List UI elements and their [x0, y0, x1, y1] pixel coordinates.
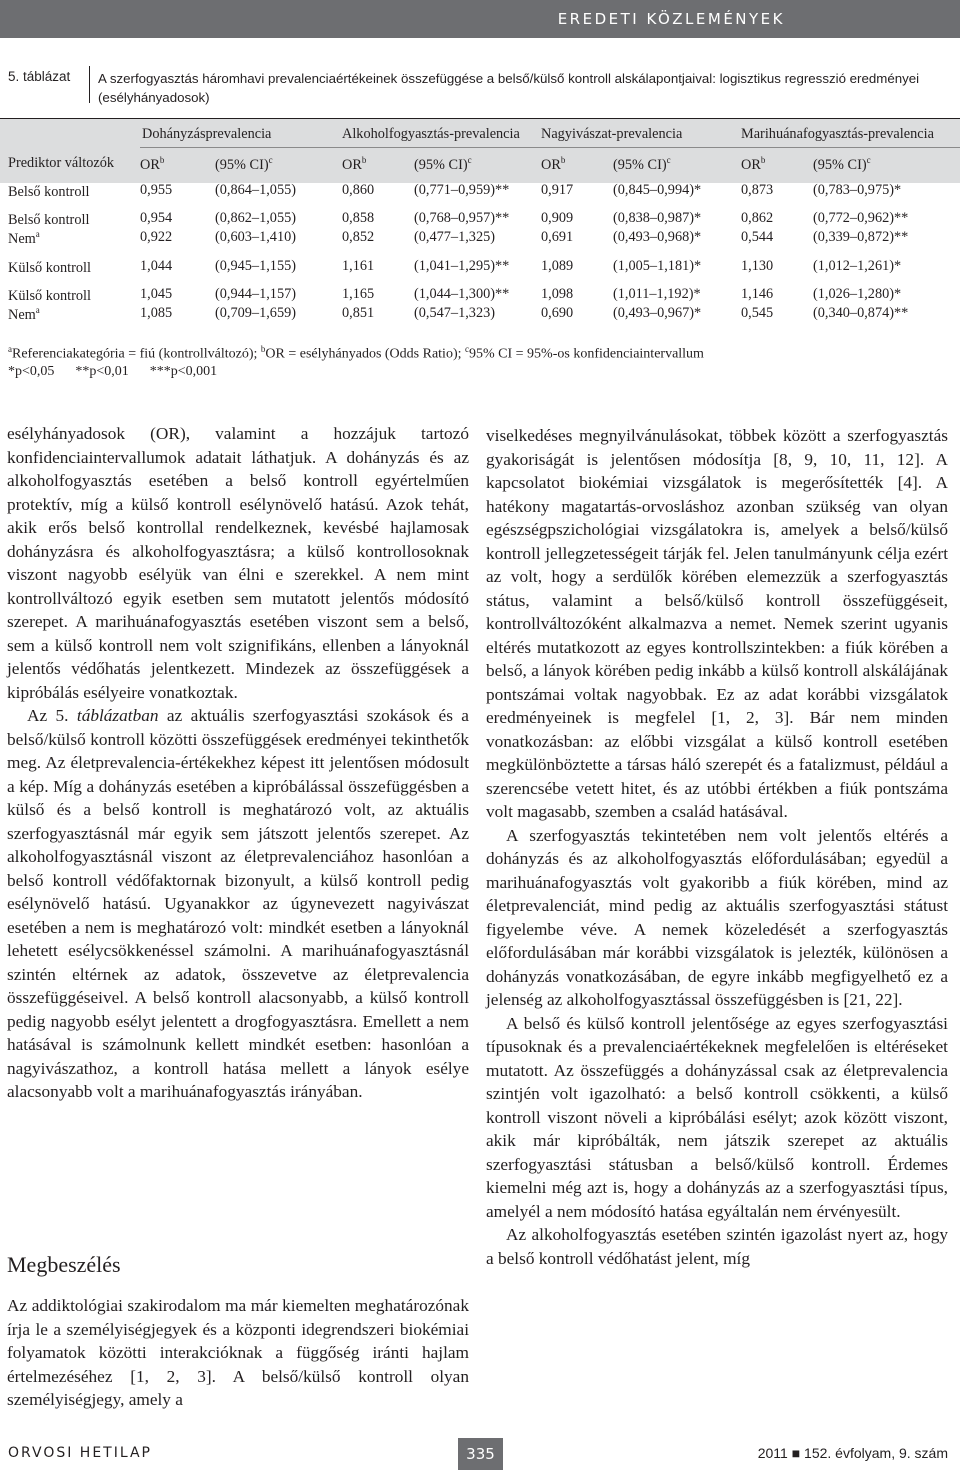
group-header: Marihuánafogyasztás-prevalencia [741, 126, 934, 142]
ci-value: (0,772–0,962)** [813, 210, 909, 226]
ci-value: (0,493–0,967)* [613, 305, 702, 321]
ci-value: (0,768–0,957)** [414, 210, 510, 226]
or-value: 0,545 [741, 305, 774, 321]
paragraph: Az 5. táblázatban az aktuális szerfogyasztási szokások és a belső/külső kontroll közötti összefüggések eredményei tekinthetők meg. Az életprevalencia-értékekhez képest itt jelentősen módosult a kép. Míg a dohányzás esetében a kipróbálással összefüggésben a külső és a belső kontroll is meghatározó volt, az aktuális szerfogyasztásnál már egyik sem játszott jelentős szerepet. Az alkoholfogyasztásnál viszont az életprevalenciához hasonlóan a belső kontroll védőfaktornak bizonyult, a külső kontroll pedig esélynövelő hatású. Ugyanakkor az úgynevezett nagyivászat esetében a nem is meghatározó volt: mindkét esetben a lányoknál lehetett esélycsökkenéssel számolni. A marihuánafogyasztásnál szintén eltérnek az adatok, összevetve az életprevalencia összefüggéseivel. A belső kontroll alacsonyabb, a külső kontroll pedig nagyobb esélyt jelentett a drogfogyasztásra. Emellett a nem hatásával is számolnunk kellett mindkét esetben: hasonlóan a nagyivászathoz, a kontroll hatása mellett a lányok esélye alacsonyabb volt a marihuánafogyasztás irányában. [7, 706, 469, 1101]
section-heading: Megbeszélés [7, 1252, 121, 1277]
or-value: 0,544 [741, 229, 774, 245]
or-value: 0,909 [541, 210, 574, 226]
or-value: 0,954 [140, 210, 173, 226]
table-top-rule [0, 118, 960, 119]
page-number: 335 [458, 1438, 503, 1470]
ci-header: (95% CI)$^c$ [613, 155, 671, 173]
row-label: Külső kontroll [8, 259, 92, 276]
or-value: 0,922 [140, 229, 173, 245]
row-label: Nem$^a$ [8, 229, 40, 247]
ci-value: (0,783–0,975)* [813, 182, 902, 198]
ci-value: (1,041–1,295)** [414, 258, 510, 274]
ci-value: (1,026–1,280)* [813, 286, 902, 302]
table-caption: A szerfogyasztás háromhavi prevalenciaértékeinek összefüggése a belső/külső kontroll alskálapontjaival: logisztikus regresszió eredményei (esélyhányadosok) [98, 71, 920, 105]
row-label: Nem$^a$ [8, 305, 40, 323]
paragraph: Az addiktológiai szakirodalom ma már kiemelten meghatározónak írja le a személyiségjegyek és a központi idegrendszeri biokémiai folyamatok közötti interakcióknak a függőség iránti hajlam értelmezéséhez [1, 2, 3]. A belső/külső kontroll olyan személyiségjegy, amely a [7, 1296, 469, 1409]
or-value: 0,873 [741, 182, 774, 198]
significance-note: *p<0,05 **p<0,01 ***p<0,001 [8, 364, 218, 379]
group-header: Alkoholfogyasztás-prevalencia [342, 126, 520, 142]
section-header-bar [0, 0, 960, 38]
or-value: 1,161 [342, 258, 375, 274]
or-value: 0,917 [541, 182, 574, 198]
group-header: Nagyivászat-prevalencia [541, 126, 683, 142]
or-value: 0,691 [541, 229, 574, 245]
left-column-bottom [7, 1294, 469, 1412]
caption-divider [89, 66, 90, 103]
or-header: $OR^b$ [741, 155, 766, 173]
section-title: EREDETI KÖZLEMÉNYEK [557, 10, 785, 28]
row-label: Belső kontroll [8, 183, 90, 200]
ci-value: (0,944–1,157) [215, 286, 297, 302]
ci-value: (0,603–1,410) [215, 229, 297, 245]
ci-value: (0,862–1,055) [215, 210, 297, 226]
paragraph: viselkedéses megnyilvánulásokat, többek között a szerfogyasztás gyakoriságát is jelentősen módosítja [8, 9, 10, 11, 12]. A kapcsolatot biokémiai vizsgálatok is megerősítették [4]. A hatékony magatartás-orvosláshoz azonban szükség van olyan egészségpszichológiai vizsgálatokra is, amelyek a belső/külső kontroll jellegzetességeit tárják fel. Jelen tanulmányunk célja ezért az volt, hogy a serdülők körében elemezzük a szerfogyasztás státus, valamint a belső/külső kontroll összefüggéseit, kontrollváltozóként alkalmazva a nemet. Nemek szerint ugyanis eltérés mutatkozott az egyes kontrollszintekben: a fiúk körében a belső, a lányok körében pedig inkább a külső kontroll alskálájának pontszámai voltak nagyobbak. Ez az adat korábbi vizsgálatok eredményeinek is megfelel [1, 2, 3]. Bár nem minden vonatkozásban: az előbbi vizsgálat a külső kontroll esetében megkülönböztette a társas háló szerepét és a fatalizmust, például a szerencsébe vetett hitet, és az utóbbi értékben a fiúk pontszáma volt magasabb, szemben a család hatásával. [486, 426, 948, 821]
ci-value: (0,845–0,994)* [613, 182, 702, 198]
or-value: 0,858 [342, 210, 375, 226]
or-value: 1,165 [342, 286, 375, 302]
ci-value: (1,044–1,300)** [414, 286, 510, 302]
or-value: 1,085 [140, 305, 173, 321]
or-value: 1,045 [140, 286, 173, 302]
or-header: $OR^b$ [140, 155, 165, 173]
ci-header: (95% CI)$^c$ [215, 155, 273, 173]
ci-value: (1,012–1,261)* [813, 258, 902, 274]
issue-info: 2011 ■ 152. évfolyam, 9. szám [757, 1445, 948, 1461]
ci-header: (95% CI)$^c$ [813, 155, 871, 173]
paragraph: A belső és külső kontroll jelentősége az egyes szerfogyasztási típusoknak és a prevalenciaértékeknek megfelelően is eltéréseket mutatott. Az összefüggés a dohányzással csak az életprevalencia szintjén volt igazolható: a belső kontroll csökkenti, a külső kontroll viszont növeli a kipróbálási esélyt; azok között viszont, akik már kipróbálták, nem játszik szerepet az aktuális szerfogyasztási státusban a belső/külső kontroll. Érdemes kiemelni még azt is, hogy a dohányzás az a szerfogyasztási típus, amelyél a nem módosító hatása egyáltalán nem érvényesült. [486, 1013, 948, 1221]
ci-value: (0,340–0,874)** [813, 305, 909, 321]
paragraph: A szerfogyasztás tekintetében nem volt jelentős eltérés a dohányzás és az alkoholfogyasztás előfordulásában; egyedül a marihuánafogyasztás volt gyakoribb a fiúk körében, mind az életprevalenciát, mind pedig az aktuális szerfogyasztási státust figyelembe véve. A nemek közeledését a szerfogyasztás előfordulásában már korábbi vizsgálatok is jelezték, különösen a dohányzás vonatkozásában, de egyre inkább megfigyelhető ez a jelenség az alkoholfogyasztással összefüggésben is [21, 22]. [486, 825, 948, 1009]
group-header: Dohányzásprevalencia [142, 126, 272, 142]
predictor-header: Prediktor változók [8, 155, 115, 171]
or-value: 0,690 [541, 305, 574, 321]
ci-value: (0,771–0,959)** [414, 182, 510, 198]
ci-value: (0,864–1,055) [215, 182, 297, 198]
ci-value: (0,477–1,325) [414, 229, 496, 245]
ci-value: (0,547–1,323) [414, 305, 496, 321]
group-rule [140, 147, 960, 148]
or-value: 0,862 [741, 210, 774, 226]
table-label: 5. táblázat [8, 69, 71, 84]
paragraph: Az alkoholfogyasztás esetében szintén igazolást nyert az, hogy a belső kontroll védőhatást jelent, míg [486, 1225, 948, 1268]
right-column [486, 424, 948, 1270]
left-column [7, 422, 469, 1104]
or-value: 0,860 [342, 182, 375, 198]
or-value: 1,044 [140, 258, 173, 274]
or-value: 1,146 [741, 286, 774, 302]
ci-value: (0,339–0,872)** [813, 229, 909, 245]
row-label: Külső kontroll [8, 287, 92, 304]
ci-value: (1,011–1,192)* [613, 286, 701, 302]
ci-value: (0,709–1,659) [215, 305, 297, 321]
ci-value: (0,838–0,987)* [613, 210, 702, 226]
or-value: 1,089 [541, 258, 574, 274]
ci-value: (0,945–1,155) [215, 258, 297, 274]
or-value: 0,852 [342, 229, 375, 245]
or-value: 1,130 [741, 258, 774, 274]
or-header: $OR^b$ [541, 155, 566, 173]
ci-header: (95% CI)$^c$ [414, 155, 472, 173]
or-value: 0,851 [342, 305, 375, 321]
or-value: 1,098 [541, 286, 574, 302]
table-footnote: $^a$Referenciakategória = fiú (kontrollváltozó); $^b$OR = esélyhányados (Odds Ratio); $^c$95% CI = 95%-os konfidenciaintervallum [8, 344, 704, 362]
ci-value: (0,493–0,968)* [613, 229, 702, 245]
journal-name: ORVOSI HETILAP [8, 1445, 152, 1461]
or-value: 0,955 [140, 182, 173, 198]
row-label: Belső kontroll [8, 211, 90, 228]
or-header: $OR^b$ [342, 155, 367, 173]
ci-value: (1,005–1,181)* [613, 258, 702, 274]
paragraph: esélyhányadosok (OR), valamint a hozzájuk tartozó konfidenciaintervallumok adatait láthatjuk. A dohányzás és az alkoholfogyasztás esetében a belső kontroll egyértelműen protektív, míg a külső kontroll esélynövelő hatású. Azok tehát, akik erős belső kontrollal rendelkeznek, kevésbé hajlamosak dohányzásra és alkoholfogyasztásra; a külső kontrollosoknak viszont nagyobb esélyük van élni e szerekkel. A nem mint kontrollváltozó egyik esetben sem mutatott jelentős módosító szerepet. A marihuánafogyasztás esetében viszont sem a belső, sem a külső kontroll nem volt szignifikáns, ellenben a lányoknál jelentős védőhatás jelentkezett. Mindezek az összefüggések a kipróbálás esélyeire vonatkoztak. [7, 424, 469, 702]
